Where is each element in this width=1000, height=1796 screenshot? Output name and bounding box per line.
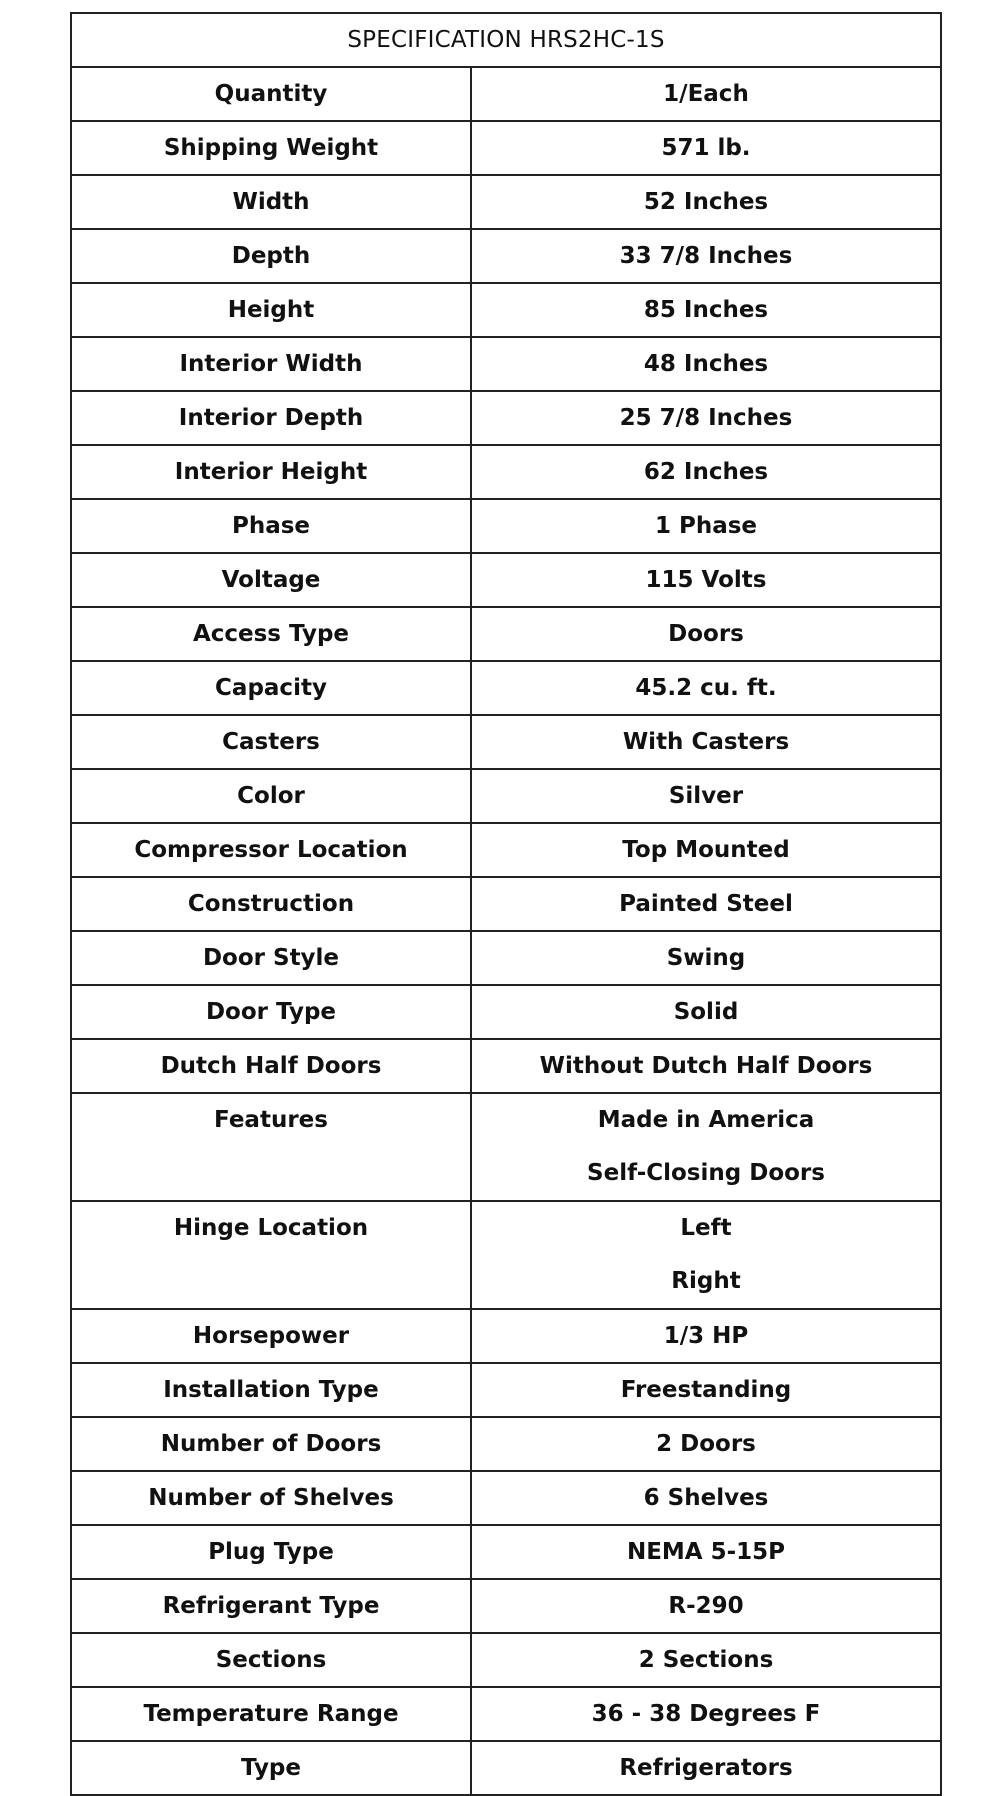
spec-label-cell: Height — [71, 283, 471, 337]
spec-label-cell: Compressor Location — [71, 823, 471, 877]
table-row — [71, 1633, 941, 1687]
spec-value-cell: Solid — [471, 985, 941, 1039]
spec-label-cell: Installation Type — [71, 1363, 471, 1417]
table-row — [71, 1579, 941, 1633]
spec-label-cell: Phase — [71, 499, 471, 553]
spec-label-cell: Width — [71, 175, 471, 229]
table-row — [71, 931, 941, 985]
spec-value: Made in America — [597, 1107, 815, 1133]
spec-value-cell: 52 Inches — [471, 175, 941, 229]
table-row — [71, 229, 941, 283]
spec-value-cell: 2 Doors — [471, 1417, 941, 1471]
spec-label-cell: Dutch Half Doors — [71, 1039, 471, 1093]
table-row — [71, 1471, 941, 1525]
spec-value-cell: 2 Sections — [471, 1633, 941, 1687]
spec-value-cell: Refrigerators — [471, 1741, 941, 1795]
spec-label: Features — [214, 1107, 328, 1133]
spec-label-cell: Plug Type — [71, 1525, 471, 1579]
table-row — [71, 985, 941, 1039]
spec-label-cell: Number of Shelves — [71, 1471, 471, 1525]
table-row — [71, 1525, 941, 1579]
specification-rows — [71, 67, 941, 1795]
table-row — [71, 607, 941, 661]
spec-value-cell: Without Dutch Half Doors — [471, 1039, 941, 1093]
spec-label: Hinge Location — [173, 1215, 369, 1241]
spec-value: Self-Closing Doors — [587, 1160, 825, 1186]
table-row — [71, 1363, 941, 1417]
table-title: SPECIFICATION HRS2HC-1S — [71, 13, 941, 67]
table-row — [71, 1741, 941, 1795]
spec-label-cell: Interior Height — [71, 445, 471, 499]
table-row — [71, 553, 941, 607]
spec-value-cell: NEMA 5-15P — [471, 1525, 941, 1579]
table-row — [71, 121, 941, 175]
table-row — [71, 1309, 941, 1363]
spec-label-cell: Refrigerant Type — [71, 1579, 471, 1633]
spec-value-cell: Top Mounted — [471, 823, 941, 877]
table-row — [71, 67, 941, 121]
table-row — [71, 445, 941, 499]
spec-value-cell: Painted Steel — [471, 877, 941, 931]
table-row — [71, 1093, 941, 1201]
spec-value-cell: Freestanding — [471, 1363, 941, 1417]
table-title-row — [71, 13, 941, 67]
spec-value: Right — [671, 1268, 741, 1294]
spec-value-cell: 33 7/8 Inches — [471, 229, 941, 283]
spec-value-cell: 571 lb. — [471, 121, 941, 175]
spec-value-cell — [471, 1093, 941, 1201]
table-row — [71, 391, 941, 445]
spec-label-cell: Horsepower — [71, 1309, 471, 1363]
table-row — [71, 1687, 941, 1741]
specification-table — [70, 12, 942, 1796]
spec-value-cell: R-290 — [471, 1579, 941, 1633]
spec-value-cell: 1/Each — [471, 67, 941, 121]
spec-label-cell: Door Type — [71, 985, 471, 1039]
spec-label-cell: Capacity — [71, 661, 471, 715]
table-row — [71, 1417, 941, 1471]
spec-value: Left — [680, 1215, 732, 1241]
spec-value-cell: Swing — [471, 931, 941, 985]
spec-value-cell: 6 Shelves — [471, 1471, 941, 1525]
spec-value-cell: 25 7/8 Inches — [471, 391, 941, 445]
spec-label-cell: Number of Doors — [71, 1417, 471, 1471]
spec-label-cell: Interior Width — [71, 337, 471, 391]
spec-label-cell: Color — [71, 769, 471, 823]
table-row — [71, 661, 941, 715]
table-row — [71, 877, 941, 931]
spec-label-cell: Temperature Range — [71, 1687, 471, 1741]
spec-label-cell: Interior Depth — [71, 391, 471, 445]
spec-value-cell — [471, 1201, 941, 1309]
spec-value-cell: Doors — [471, 607, 941, 661]
table-row — [71, 337, 941, 391]
spec-label-cell: Quantity — [71, 67, 471, 121]
spec-value-cell: 36 - 38 Degrees F — [471, 1687, 941, 1741]
spec-label-cell: Voltage — [71, 553, 471, 607]
spec-label-cell: Casters — [71, 715, 471, 769]
table-row — [71, 1201, 941, 1309]
spec-value-cell: 1 Phase — [471, 499, 941, 553]
spec-label-cell: Type — [71, 1741, 471, 1795]
table-row — [71, 175, 941, 229]
spec-value-cell: 62 Inches — [471, 445, 941, 499]
table-row — [71, 823, 941, 877]
table-row — [71, 715, 941, 769]
table-row — [71, 283, 941, 337]
spec-value-cell: 85 Inches — [471, 283, 941, 337]
spec-label-cell: Door Style — [71, 931, 471, 985]
spec-label-cell — [71, 1093, 471, 1201]
spec-value-cell: 1/3 HP — [471, 1309, 941, 1363]
spec-label-cell: Shipping Weight — [71, 121, 471, 175]
table-row — [71, 499, 941, 553]
spec-value-cell: With Casters — [471, 715, 941, 769]
spec-label-cell — [71, 1201, 471, 1309]
spec-value-cell: 115 Volts — [471, 553, 941, 607]
table-row — [71, 1039, 941, 1093]
spec-label-cell: Construction — [71, 877, 471, 931]
spec-value-cell: 48 Inches — [471, 337, 941, 391]
spec-value-cell: Silver — [471, 769, 941, 823]
spec-label-cell: Depth — [71, 229, 471, 283]
spec-value-cell: 45.2 cu. ft. — [471, 661, 941, 715]
spec-label-cell: Sections — [71, 1633, 471, 1687]
table-row — [71, 769, 941, 823]
spec-label-cell: Access Type — [71, 607, 471, 661]
